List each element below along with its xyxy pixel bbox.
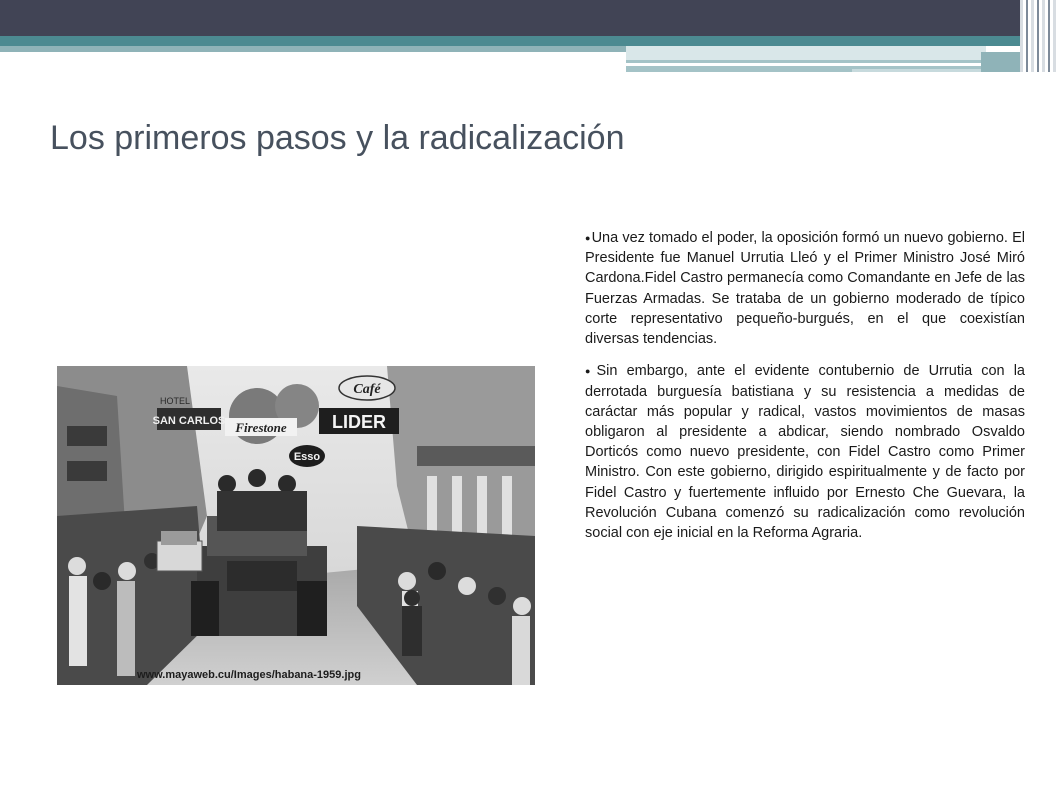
- header-light-band-right: [626, 46, 986, 60]
- body-text: [585, 228, 1025, 555]
- paragraph: [585, 361, 1025, 543]
- street-scene-image: [57, 366, 535, 685]
- header-teal-band: [0, 36, 1058, 46]
- paragraph-text: Una vez tomado el poder, la oposición formó un nuevo gobierno. El Presidente fue Manuel Urrutia Lleó y el Primer Ministro José Miró Cardona.Fidel Castro permanecía como Comandante en Jefe de las Fuerzas Armadas. Se trataba de un gobierno moderado de típico corte representativo pequeño-burgués, en el que coexistían diversas tendencias.: [585, 230, 1025, 348]
- paragraph-text: Sin embargo, ante el evidente contubernio de Urrutia con la derrotada burguesía batistiana y su resistencia a medidas de caráctar más popular y radical, vastos movimientos de masas obligaron al presidente a abdicar, siendo nombrado Osvaldo Dorticós como nuevo presidente, con Fidel Castro como Primer Ministro. Con este gobierno, dirigido espiritualmente y de facto por Fidel Castro y fuertemente influido por Ernesto Che Guevara, la Revolución Cubana comenzó su radicalización como revolución social con eje inicial en la Reforma Agraria.: [585, 363, 1025, 541]
- sign-hotel: HOTEL: [159, 396, 191, 406]
- header-dark-band: [0, 0, 1058, 36]
- header-vertical-stripes: [1020, 0, 1058, 72]
- photo-caption: www.mayaweb.cu/Images/habana-1959.jpg: [137, 669, 361, 681]
- header-accent-line: [626, 60, 981, 63]
- sign-san-carlos: SAN CARLOS: [152, 415, 226, 427]
- bullet-icon: ●: [585, 233, 591, 244]
- sign-cafe: Café: [353, 382, 381, 397]
- sign-firestone: Firestone: [235, 420, 287, 435]
- sign-lider: LIDER: [332, 412, 386, 432]
- slide-title: Los primeros pasos y la radicalización: [50, 119, 625, 157]
- bullet-icon: ●: [585, 366, 596, 377]
- header-accent-line-short: [852, 69, 982, 72]
- historic-photo: [57, 366, 535, 685]
- sign-esso: Esso: [293, 451, 321, 463]
- header-corner-block: [981, 52, 1020, 72]
- paragraph: [585, 228, 1025, 349]
- header-light-band: [0, 46, 626, 52]
